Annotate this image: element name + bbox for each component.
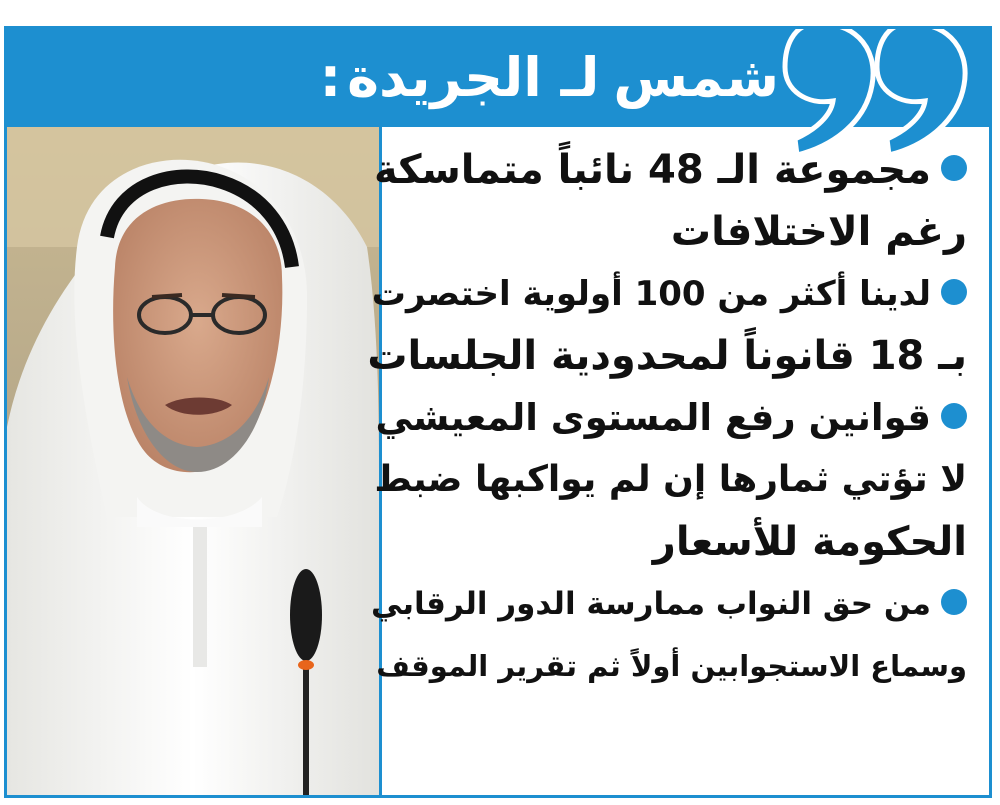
key-point-4	[367, 573, 967, 697]
headline-colon: :	[319, 46, 342, 109]
key-point-line: بـ 18 قانوناً لمحدودية الجلسات	[367, 333, 967, 379]
key-point-2	[367, 263, 967, 387]
headline-label: لـ الجريدة	[347, 46, 600, 109]
key-point-3	[367, 387, 967, 573]
article-box	[4, 26, 992, 798]
key-point-line: لا تؤتي ثمارها إن لم يواكبها ضبط	[374, 459, 967, 500]
key-point-line: الحكومة للأسعار	[652, 519, 967, 565]
bullet-dot-icon	[941, 155, 967, 181]
bullet-dot-icon	[941, 279, 967, 305]
key-point-line: لدينا أكثر من 100 أولوية اختصرت	[367, 263, 967, 325]
headline-name: شمس	[613, 46, 779, 109]
key-points	[367, 139, 967, 697]
title-banner	[7, 29, 989, 127]
key-point-line: من حق النواب ممارسة الدور الرقابي	[367, 573, 967, 635]
key-point-line: وسماع الاستجوابين أولاً ثم تقرير الموقف	[376, 649, 967, 683]
bullet-dot-icon	[941, 589, 967, 615]
speaker-photo	[7, 127, 379, 795]
headline	[320, 33, 779, 123]
key-point-line: رغم الاختلافات	[670, 209, 967, 255]
speaker-photo-illustration	[7, 127, 379, 795]
key-point-line: قوانين رفع المستوى المعيشي	[367, 387, 967, 449]
key-point-1	[367, 139, 967, 263]
key-point-line: مجموعة الـ 48 نائباً متماسكة	[367, 139, 967, 201]
bullet-dot-icon	[941, 403, 967, 429]
